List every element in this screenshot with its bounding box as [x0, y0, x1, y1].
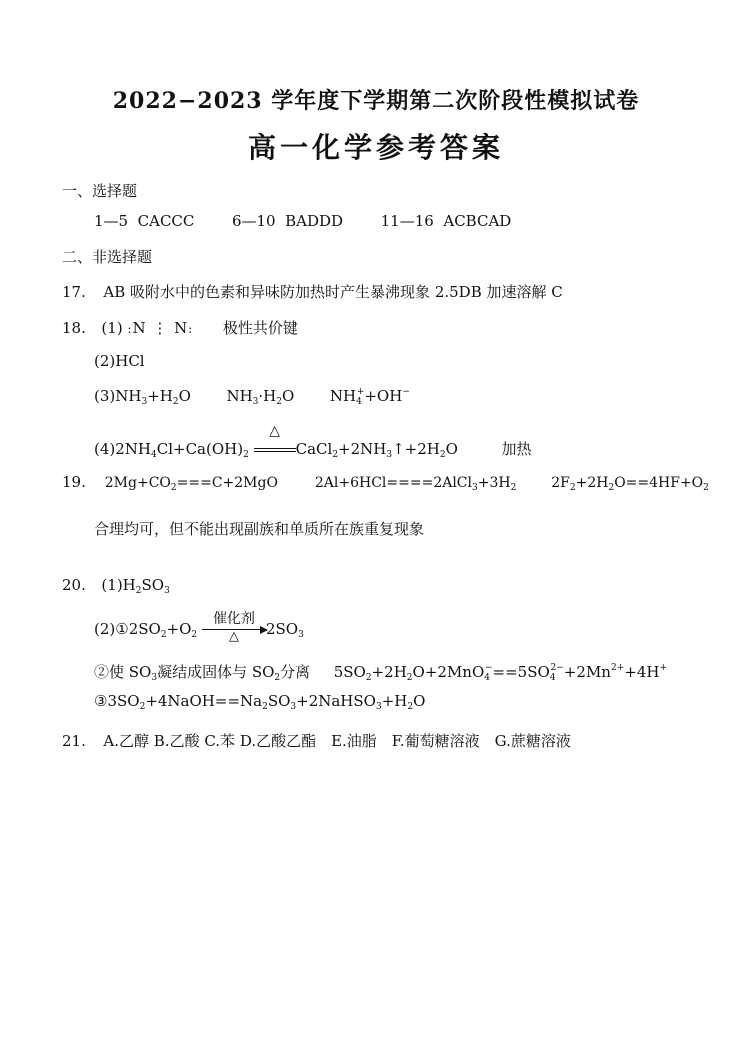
q19-eq1b: ===C+2MgO: [176, 475, 278, 491]
q20-p4-b: +4NaOH==Na: [145, 692, 263, 710]
q18-heating-condition: 加热: [501, 440, 532, 458]
delta-symbol-2: △: [228, 629, 239, 644]
q20-p3-text: 凝结成固体与 SO: [157, 663, 275, 681]
q18-line-1: [62, 317, 298, 338]
choice-answer-2: BADDD: [285, 212, 344, 230]
q18-p4-cl: Cl+Ca(OH): [156, 440, 244, 458]
q20-p3-eqe: +2Mn: [563, 663, 611, 681]
q20-p1b: SO: [141, 576, 165, 594]
q20-p4-c: SO: [267, 692, 291, 710]
q18-line-3: $(3)NH_3+H_2O$ $NH_3\cdot H_2O$ $NH_4^++OH^-$: [94, 387, 410, 407]
q20-line-3: ②使 $SO_3$凝结成固体与 $SO_2$分离 $5SO_2+2H_2O+2MnO_4^-==5SO_4^{2-}+2Mn^{2+}+4H^+$: [94, 663, 667, 683]
catalyst-arrow: [202, 611, 266, 644]
q18-number: 18.: [62, 319, 86, 337]
q18-p4-tail: ↑+2H: [392, 440, 440, 458]
heating-equal-sign: [254, 423, 296, 457]
q20-p4-e: +H: [381, 692, 408, 710]
q20-line-1: 20. $(1)H_2SO_3$: [62, 576, 170, 596]
choice-answers: [94, 212, 511, 230]
q19-eq2b: +3H: [477, 475, 511, 491]
q19-note: 合理均可，但不能出现副族和单质所在族重复现象: [94, 520, 425, 538]
n2-lewis-structure: :N ⋮ N:: [127, 319, 194, 337]
q18-part-4-label: (4)2NH: [94, 440, 151, 458]
q19-line-1: 19. $2Mg+CO_2===C+2MgO$ $2Al+6HCl====2AlCl_3+3H_2$ $2F_2+2H_2O==4HF+O_2$: [62, 473, 709, 493]
q20-p2-label: (2)①2SO: [94, 620, 161, 638]
q18-p3-h2o: +H: [147, 387, 173, 405]
q20-p3-eqf: +4H: [624, 663, 660, 681]
q17-number: 17.: [62, 283, 86, 301]
q18-p3-oh: +OH: [364, 387, 403, 405]
q20-p4-label: ③3SO: [94, 692, 140, 710]
q18-p4-right: CaCl: [295, 440, 333, 458]
title-line-1: 2022−2023 学年度下学期第二次阶段性模拟试卷: [112, 88, 640, 114]
delta-symbol: △: [269, 423, 280, 439]
choice-range-2: 6—10: [231, 212, 276, 230]
q17-answer: AB 吸附水中的色素和异味防加热时产生暴沸现象 2.5DB 加速溶解 C: [103, 283, 563, 301]
q18-line-4: $(4)2NH_4Cl+Ca(OH)_2$ △ $CaCl_2+2NH_3↑+2H_2O$ 加热: [94, 423, 532, 460]
choice-answer-1: CACCC: [137, 212, 195, 230]
q18-line-2: (2)HCl: [94, 352, 145, 370]
q19-eq3: 2F: [551, 475, 570, 491]
choice-range-3: 11—16: [380, 212, 434, 230]
section-1-heading: 一、选择题: [62, 182, 138, 200]
q20-p1: (1)H: [101, 576, 136, 594]
q19-eq1: 2Mg+CO: [104, 475, 171, 491]
q20-p3-eqd: ==5SO: [492, 663, 550, 681]
q20-p4-f: O: [413, 692, 426, 710]
q18-p3-ion: NH: [329, 387, 357, 405]
q18-bond-type: 极性共价键: [222, 319, 298, 337]
choice-range-1: 1—5: [94, 212, 129, 230]
q20-number: 20.: [62, 576, 86, 594]
q19-number: 19.: [62, 473, 86, 491]
q20-line-2: $(2)①2SO_2+O_2$ 催化剂 △ $2SO_3$: [94, 620, 304, 640]
q19-eq2: 2Al+6HCl====2AlCl: [314, 475, 472, 491]
q20-line-4: $③3SO_2+4NaOH==Na_2SO_3+2NaHSO_3+H_2O$: [94, 692, 426, 712]
q20-p3-label: ②使 SO: [94, 663, 152, 681]
q17-line: [62, 281, 563, 302]
q20-p3-eqb: +2H: [371, 663, 407, 681]
q18-p3-nh3h2o: NH: [226, 387, 253, 405]
q20-p3-eqc: O+2MnO: [412, 663, 485, 681]
q19-eq3b: +2H: [575, 475, 609, 491]
q18-p4-o: O: [445, 440, 458, 458]
choice-answer-3: ACBCAD: [443, 212, 512, 230]
q18-p4-nh3: +2NH: [338, 440, 387, 458]
q21-line: [62, 730, 571, 751]
q20-p2-right: 2SO: [265, 620, 299, 638]
q21-number: 21.: [62, 732, 86, 750]
q18-part-3-label: (3): [94, 387, 116, 405]
title-line-2: 高一化学参考答案: [247, 131, 504, 164]
q21-answer: A.乙醇 B.乙酸 C.苯 D.乙酸乙酯 E.油脂 F.葡萄糖溶液 G.蔗糖溶液: [103, 732, 571, 750]
q20-p2-plus: +O: [166, 620, 192, 638]
q20-p3-eq: 5SO: [333, 663, 366, 681]
q20-p4-d: +2NaHSO: [296, 692, 376, 710]
q20-p3-sep: 分离: [280, 663, 311, 681]
q18-p3-dot: ·H: [258, 387, 277, 405]
catalyst-label: 催化剂: [212, 611, 255, 627]
q19-eq3c: O==4HF+O: [614, 475, 704, 491]
q18-part-1-label: (1): [101, 319, 123, 337]
section-2-heading: 二、非选择题: [62, 248, 153, 266]
